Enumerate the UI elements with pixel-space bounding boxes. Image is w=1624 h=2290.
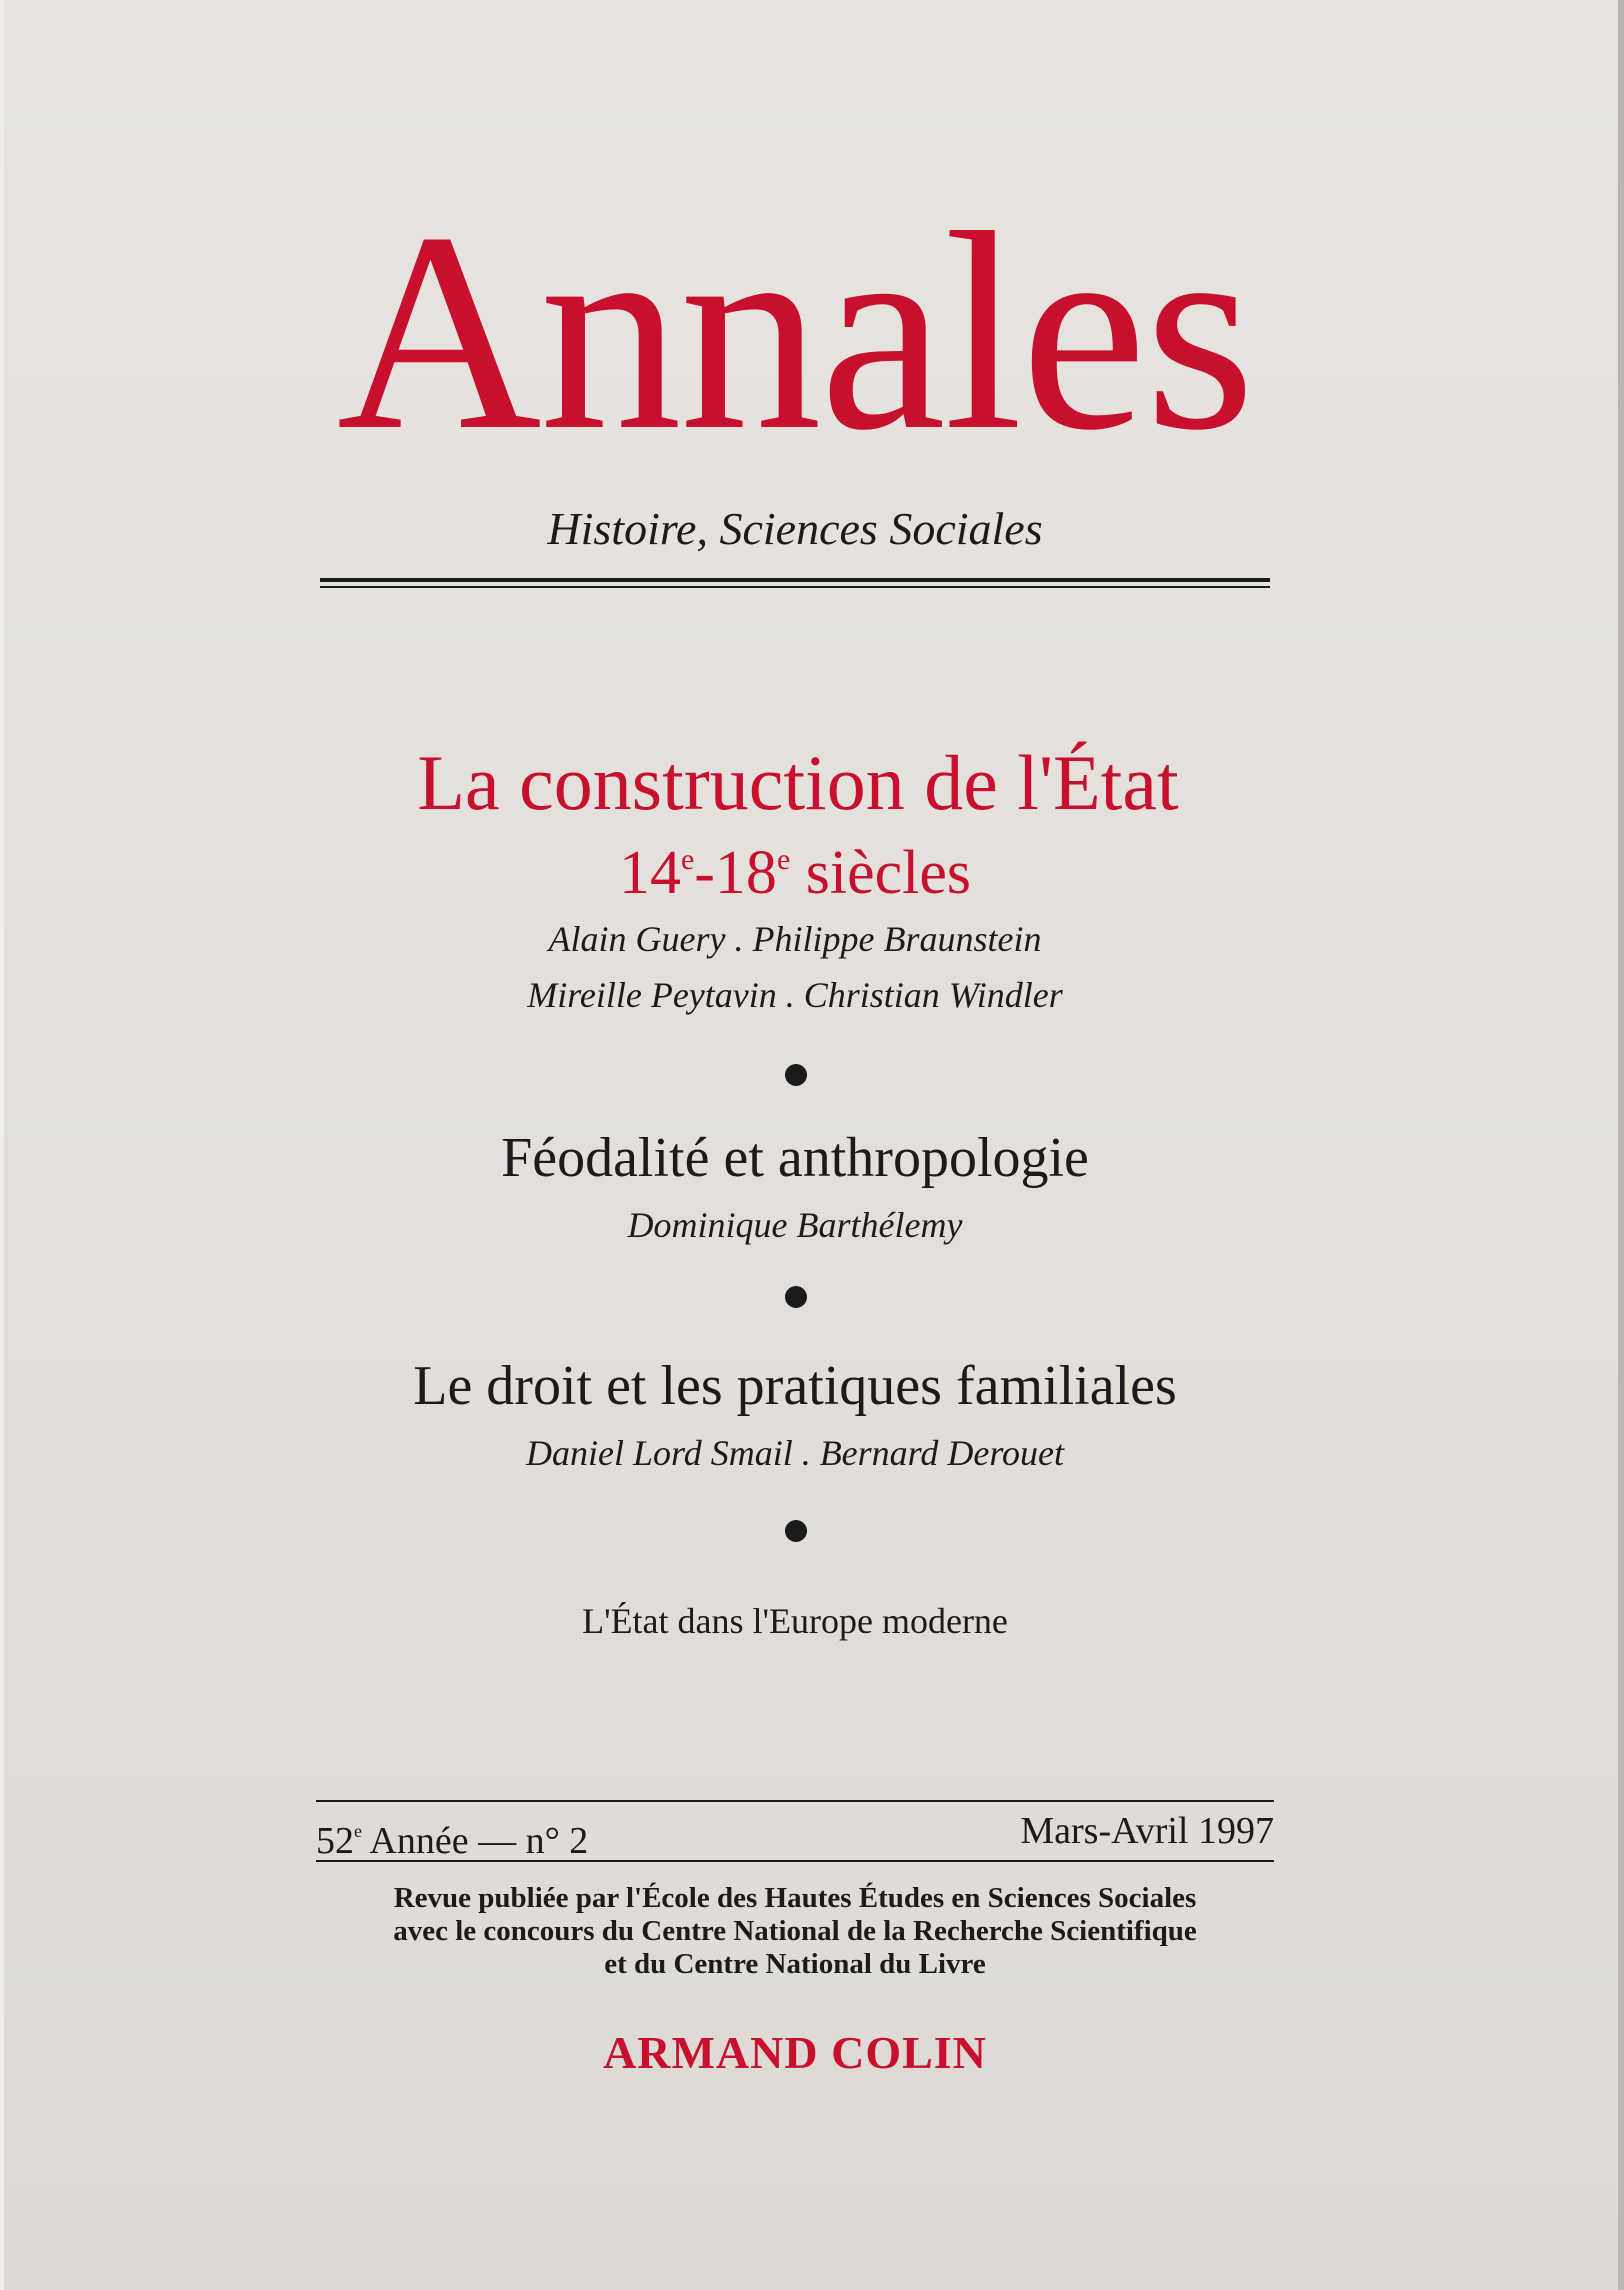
masthead-double-rule bbox=[320, 578, 1270, 588]
section-bullet-2 bbox=[785, 1286, 807, 1308]
issue-period: Mars-Avril 1997 bbox=[1020, 1810, 1274, 1852]
issue-number bbox=[316, 1802, 588, 1870]
feature-authors-line-1: Alain Guery . Philippe Braunstein bbox=[548, 919, 1042, 959]
issue-year-number: 52 bbox=[316, 1820, 354, 1862]
article-authors-1: Dominique Barthélemy bbox=[627, 1205, 963, 1245]
feature-authors-line-2: Mireille Peytavin . Christian Windler bbox=[527, 975, 1063, 1015]
issue-info-bar bbox=[316, 1800, 1274, 1862]
issue-year-sup: e bbox=[354, 1821, 362, 1841]
journal-subtitle: Histoire, Sciences Sociales bbox=[547, 503, 1043, 554]
publisher-note-line-1: Revue publiée par l'École des Hautes Études en Sciences Sociales bbox=[393, 1882, 1197, 1914]
section-bullet-3 bbox=[785, 1520, 807, 1542]
publisher-name: ARMAND COLIN bbox=[603, 2027, 987, 2078]
centuries-end-sup: e bbox=[776, 843, 791, 876]
publisher-note-line-3: et du Centre National du Livre bbox=[604, 1948, 986, 1980]
feature-centuries bbox=[0, 838, 1590, 909]
centuries-start-sup: e bbox=[680, 843, 695, 876]
article-title-2: Le droit et les pratiques familiales bbox=[413, 1355, 1177, 1417]
cover-right-edge bbox=[1618, 0, 1624, 2290]
centuries-sep: -18 bbox=[694, 839, 777, 907]
publisher-note-line-2: avec le concours du Centre National de la Recherche Scientifique bbox=[393, 1915, 1197, 1947]
journal-title: Annales bbox=[336, 175, 1254, 489]
centuries-word: siècles bbox=[790, 839, 972, 907]
closing-topic: L'État dans l'Europe moderne bbox=[582, 1601, 1008, 1641]
article-authors-2: Daniel Lord Smail . Bernard Derouet bbox=[526, 1433, 1064, 1473]
section-bullet-1 bbox=[785, 1064, 807, 1086]
feature-title: La construction de l'État bbox=[417, 739, 1179, 826]
article-title-1: Féodalité et anthropologie bbox=[501, 1127, 1089, 1189]
issue-year-label: Année — n° 2 bbox=[362, 1820, 589, 1862]
publisher-note bbox=[0, 1882, 1590, 1981]
centuries-start: 14 bbox=[618, 839, 681, 907]
